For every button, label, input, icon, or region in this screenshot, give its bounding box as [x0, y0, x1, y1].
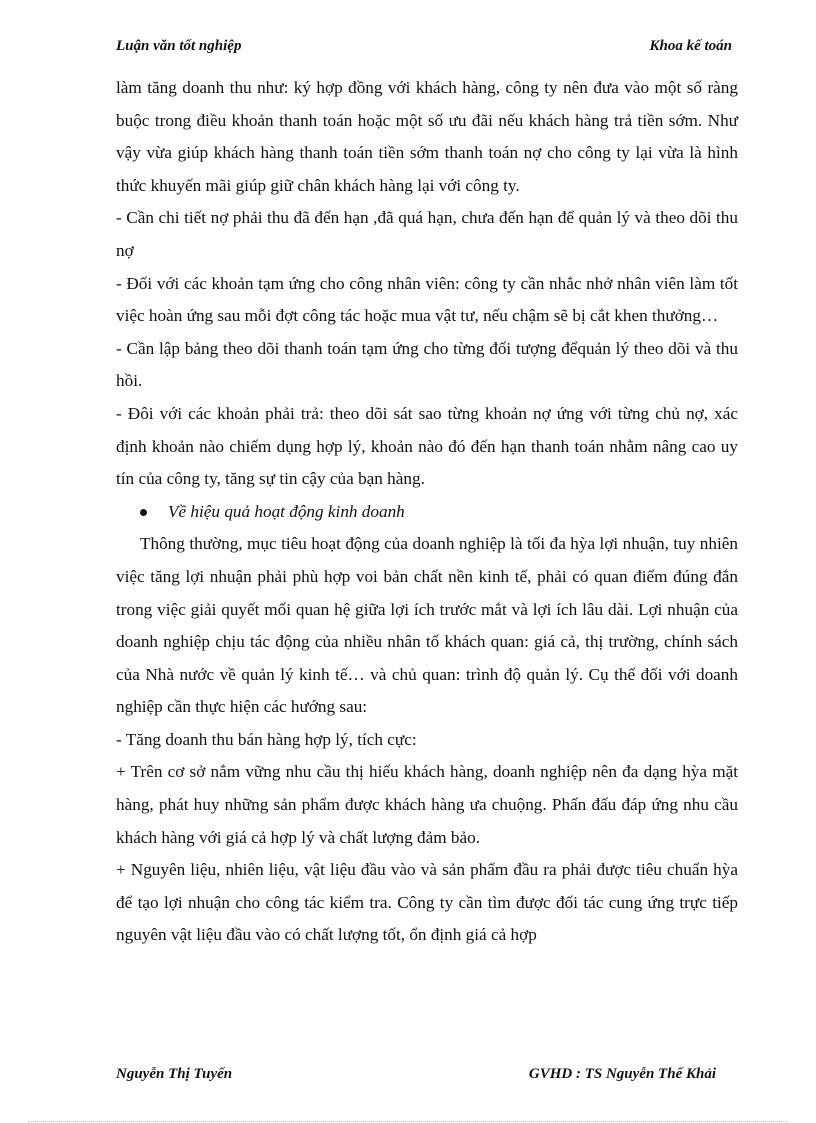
paragraph-profit-objectives: Thông thường, mục tiêu hoạt động của doanh nghiệp là tối đa hỳa lợi nhuận, tuy nhiên việc tăng lợi nhuận phải phù hợp voi bản chất nền kinh tế, phải có quan điểm đúng đắn trong việc giải quyết mối quan hệ giữa lợi ích trước mắt và lợi ích lâu dài. Lợi nhuận của doanh nghiệp chịu tác động của nhiều nhân tố khách quan: giá cả, thị trường, chính sách của Nhà nước về quản lý kinh tế… và chủ quan: trình độ quản lý. Cụ thể đối với doanh nghiệp cần thực hiện các hướng sau: — [116, 534, 738, 717]
bullet-dot-icon — [140, 509, 147, 516]
page-header — [116, 38, 732, 62]
paragraph-payables: - Đôi với các khoản phải trả: theo dõi sát sao từng khoản nợ ứng với từng chủ nợ, xác định khoản nào chiếm dụng hợp lý, khoản nào đó đến hạn thanh toán nhằm nâng cao uy tín của công ty, tăng sự tin cậy của bạn hàng. — [116, 403, 738, 489]
paragraph-increase-revenue: - Tăng doanh thu bán hàng hợp lý, tích cực: — [116, 729, 417, 749]
header-department: Khoa kế toán — [649, 38, 732, 54]
bullet-item — [116, 496, 738, 529]
paragraph-materials-standardization: + Nguyên liệu, nhiên liệu, vật liệu đầu vào và sản phẩm đầu ra phải được tiêu chuẩn hỳa để tạo lợi nhuận cho công tác kiểm tra. Công ty cần tìm được đối tác cung ứng trực tiếp nguyên vật liệu đầu vào có chất lượng tốt, ổn định giá cả hợp — [116, 860, 738, 945]
paragraph-employee-advances: - Đối với các khoản tạm ứng cho công nhân viên: công ty cần nhắc nhở nhân viên làm tốt việc hoàn ứng sau mỗi đợt công tác hoặc mua vật tư, nếu chậm sẽ bị cắt khen thưởng… — [116, 273, 738, 326]
paragraph-receivables-detail: - Cần chi tiết nợ phải thu đã đến hạn ,đã quá hạn, chưa đến hạn để quản lý và theo dõi thu nợ — [116, 208, 738, 260]
page-footer — [116, 1066, 716, 1090]
document-body — [116, 72, 738, 952]
paragraph-revenue-contracts: làm tăng doanh thu như: ký hợp đồng với khách hàng, công ty nên đưa vào một số ràng buộc trong điều khoản thanh toán hoặc một số ưu đãi nếu khách hàng trả tiền sớm. Như vậy vừa giúp khách hàng thanh toán tiền sớm thanh toán nợ cho công ty lại vừa là hình thức khuyến mãi giúp giữ chân khách hàng lại với công ty. — [116, 78, 738, 195]
footer-supervisor: GVHD : TS Nguyễn Thế Khải — [528, 1066, 716, 1082]
paragraph-diversify-products: + Trên cơ sở nắm vững nhu cầu thị hiếu khách hàng, doanh nghiệp nên đa dạng hỳa mặt hàng, phát huy những sản phẩm được khách hàng ưa chuộng. Phấn đấu đáp ứng nhu cầu khách hàng với giá cả hợp lý và chất lượng đảm bảo. — [116, 762, 738, 847]
footer-author: Nguyễn Thị Tuyến — [116, 1066, 233, 1082]
bullet-heading-business-efficiency: Về hiệu quả hoạt động kinh doanh — [168, 501, 405, 521]
header-thesis-title: Luận văn tốt nghiệp — [116, 38, 242, 54]
page-bottom-divider — [28, 1121, 788, 1122]
paragraph-advance-tracking: - Cần lập bảng theo dõi thanh toán tạm ứng cho từng đối tượng đểquản lý theo dõi và thu hồi. — [116, 338, 738, 391]
